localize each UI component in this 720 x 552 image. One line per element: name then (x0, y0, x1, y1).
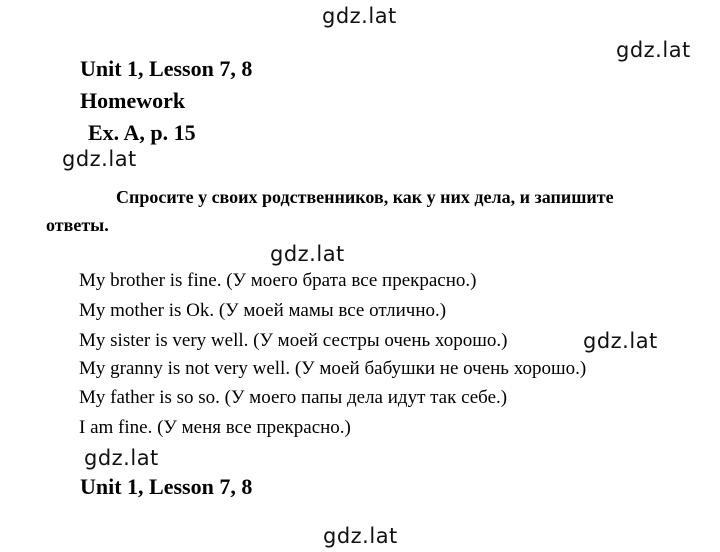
section-heading: Homework (80, 88, 186, 113)
unit-heading: Unit 1, Lesson 7, 8 (80, 56, 253, 81)
answer-line: My brother is fine. (У моего брата все прекрасно.) (79, 270, 477, 291)
watermark: gdz.lat (583, 329, 658, 353)
answer-line: My mother is Ok. (У моей мамы все отлично.) (79, 300, 447, 321)
watermark: gdz.lat (323, 524, 398, 548)
answer-line: My father is so so. (У моего папы дела идут так себе.) (79, 387, 508, 408)
watermark: gdz.lat (62, 147, 137, 171)
watermark: gdz.lat (616, 38, 691, 62)
exercise-heading: Ex. A, p. 15 (88, 120, 196, 145)
watermark: gdz.lat (84, 446, 159, 470)
watermark: gdz.lat (270, 242, 345, 266)
task-instruction-line: Спросите у своих родственников, как у них дела, и запишите (116, 187, 614, 207)
watermark: gdz.lat (322, 4, 397, 28)
answer-line: My granny is not very well. (У моей бабушки не очень хорошо.) (79, 358, 587, 379)
unit-heading-footer: Unit 1, Lesson 7, 8 (80, 474, 253, 499)
answer-line: My sister is very well. (У моей сестры очень хорошо.) (79, 330, 508, 351)
answer-line: I am fine. (У меня все прекрасно.) (79, 417, 351, 438)
task-instruction-line: ответы. (46, 215, 109, 235)
